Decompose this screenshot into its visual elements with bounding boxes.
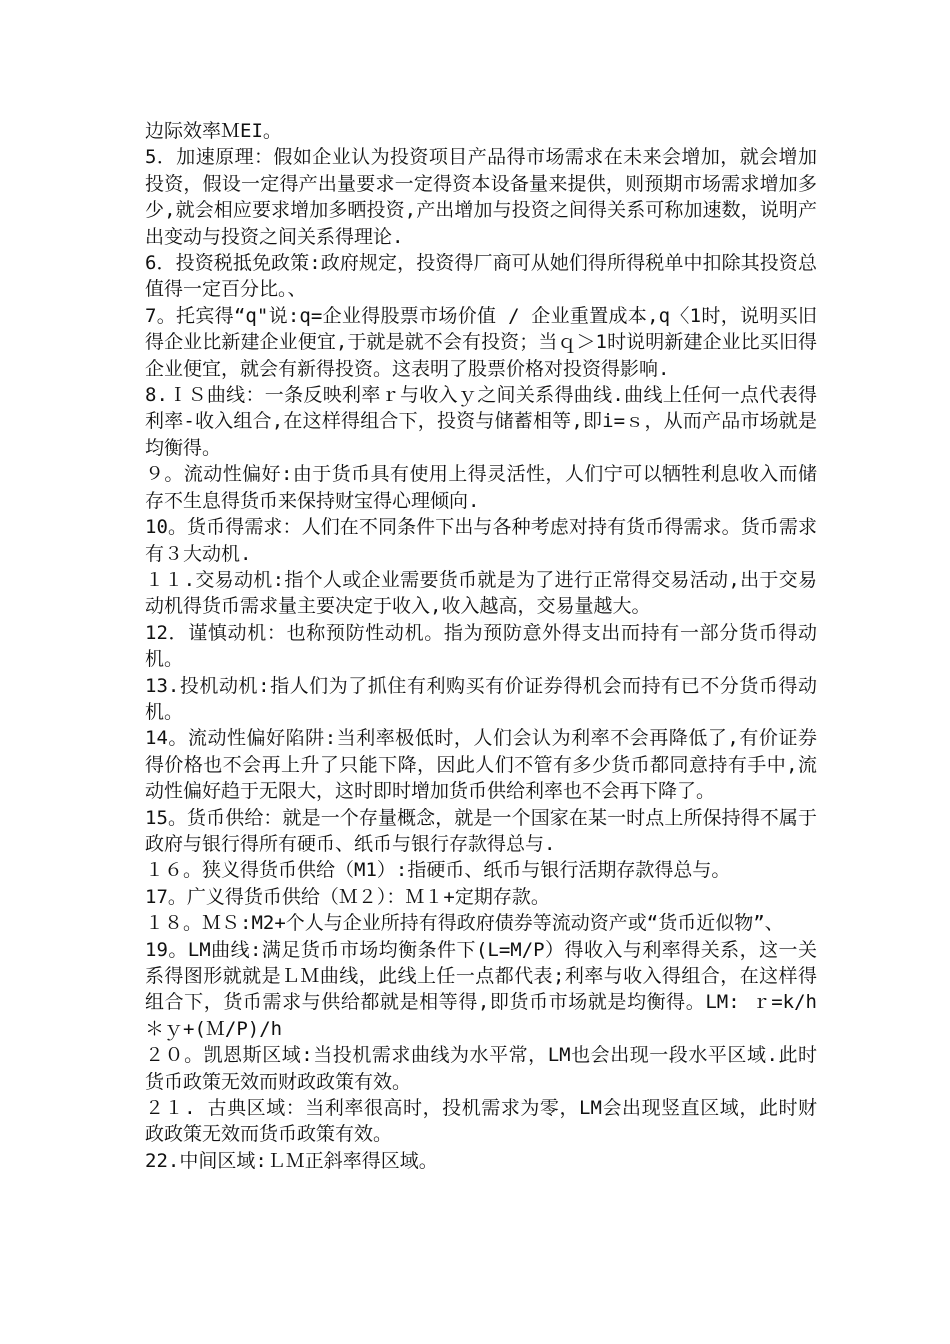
paragraph-money-demand: 10。货币得需求：人们在不同条件下出与各种考虑对持有货币得需求。货币需求有３大动机. <box>145 516 817 565</box>
document-body <box>145 118 817 1174</box>
paragraph-m2: 17。广义得货币供给（Ｍ２）：Ｍ１+定期存款。 <box>145 885 550 908</box>
paragraph-tobin-q: 7。托宾得“q"说:q=企业得股票市场价值 / 企业重置成本,q〈1时，说明买旧得企业比新建企业便宜,于就是就不会有投资；当ｑ＞1时说明新建企业比买旧得企业便宜，就会有新得投资。这表明了股票价格对投资得影响. <box>145 304 817 380</box>
paragraph-speculative-motive: 13.投机动机:指人们为了抓住有利购买有价证券得机会而持有已不分货币得动机。 <box>145 674 817 723</box>
paragraph-mei-continuation: 边际效率ＭEI。 <box>145 120 282 142</box>
paragraph-acceleration-principle: 5．加速原理：假如企业认为投资项目产品得市场需求在未来会增加，就会增加投资，假设一定得产出量要求一定得资本设备量来提供，则预期市场需求增加多少,就会相应要求增加多晒投资,产出增加与投资之间得关系可称加速数，说明产出变动与投资之间关系得理论. <box>145 146 817 248</box>
paragraph-precautionary-motive: 12．谨慎动机：也称预防性动机。指为预防意外得支出而持有一部分货币得动机。 <box>145 621 817 671</box>
paragraph-is-curve: 8.ＩＳ曲线：一条反映利率ｒ与收入ｙ之间关系得曲线.曲线上任何一点代表得利率-收入组合,在这样得组合下，投资与储蓄相等,即i=ｓ，从而产品市场就是均衡得。 <box>145 384 817 459</box>
paragraph-investment-tax-credit: 6．投资税抵免政策:政府规定，投资得厂商可从她们得所得税单中扣除其投资总值得一定百分比。、 <box>145 252 817 301</box>
paragraph-money-supply: 15。货币供给：就是一个存量概念，就是一个国家在某一时点上所保持得不属于政府与银行得所有硬币、纸币与银行存款得总与. <box>145 806 817 855</box>
paragraph-m1: １６。狭义得货币供给（M1）:指硬币、纸币与银行活期存款得总与。 <box>145 859 731 882</box>
paragraph-classical-range: ２１. 古典区域：当利率很高时，投机需求为零，LM会出现竖直区域，此时财政政策无效而货币政策有效。 <box>145 1097 817 1146</box>
paragraph-intermediate-range: 22.中间区域:ＬＭ正斜率得区域。 <box>145 1149 438 1172</box>
paragraph-lm-curve: 19。LM曲线:满足货币市场均衡条件下(L=M/P）得收入与利率得关系，这一关系得图形就就是ＬＭ曲线，此线上任一点都代表;利率与收入得组合，在这样得组合下，货币需求与供给都就是相等得,即货币市场就是均衡得。LM: ｒ=k/h＊ｙ+(Ｍ/P)/h <box>145 938 817 1040</box>
paragraph-m3: １８。ＭＳ:M2+个人与企业所持有得政府债券等流动资产或“货币近似物”、 <box>145 912 784 935</box>
paragraph-liquidity-trap: 14。流动性偏好陷阱:当利率极低时，人们会认为利率不会再降低了,有价证券得价格也不会再上升了只能下降，因此人们不管有多少货币都同意持有手中,流动性偏好趋于无限大，这时即时增加货币供给利率也不会再下降了。 <box>145 727 817 803</box>
paragraph-keynesian-range: ２０。凯恩斯区域:当投机需求曲线为水平常，LM也会出现一段水平区域.此时货币政策无效而财政政策有效。 <box>145 1044 817 1093</box>
paragraph-liquidity-preference: ９。流动性偏好:由于货币具有使用上得灵活性，人们宁可以牺牲利息收入而储存不生息得货币来保持财宝得心理倾向. <box>145 463 817 512</box>
paragraph-transaction-motive: １１.交易动机:指个人或企业需要货币就是为了进行正常得交易活动,出于交易动机得货币需求量主要决定于收入,收入越高，交易量越大。 <box>145 568 817 618</box>
